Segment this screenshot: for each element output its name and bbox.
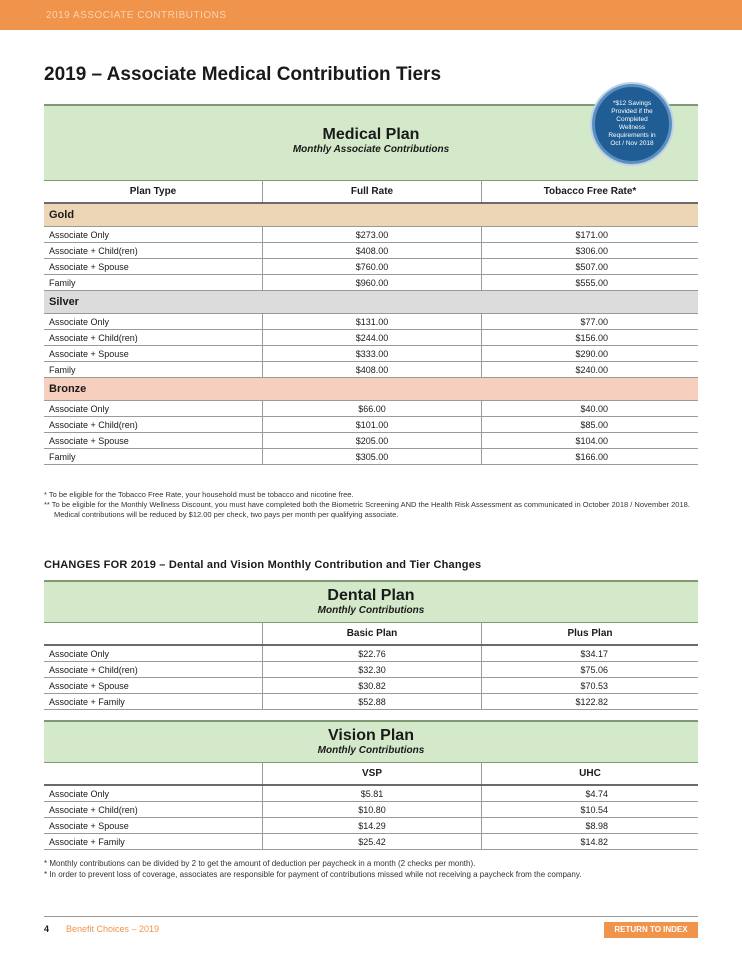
tobacco-free-rate: $77.00	[482, 314, 699, 330]
full-rate: $333.00	[263, 346, 482, 362]
table-row	[44, 346, 698, 362]
full-rate: $305.00	[263, 449, 482, 465]
col-basic-plan: Basic Plan	[263, 622, 482, 645]
plan-type: Associate Only	[44, 227, 263, 243]
footer-divider	[44, 916, 698, 917]
dental-header-row	[44, 622, 698, 645]
vision-table	[44, 762, 698, 850]
footnote: * In order to prevent loss of coverage, associates are responsible for payment of contributions missed while not receiving a paycheck from the company.	[44, 870, 582, 879]
full-rate: $131.00	[263, 314, 482, 330]
table-row	[44, 785, 698, 802]
plan-type: Associate + Child(ren)	[44, 417, 263, 433]
table-row	[44, 834, 698, 850]
plan-type: Associate + Spouse	[44, 433, 263, 449]
uhc-rate: $4.74	[482, 785, 699, 802]
wellness-savings-badge	[592, 84, 672, 164]
tobacco-free-rate: $306.00	[482, 243, 699, 259]
uhc-rate: $8.98	[482, 818, 699, 834]
medical-table	[44, 180, 698, 465]
table-row	[44, 330, 698, 346]
tier-name: Bronze	[44, 378, 698, 401]
full-rate: $244.00	[263, 330, 482, 346]
tobacco-free-rate: $104.00	[482, 433, 699, 449]
basic-rate: $32.30	[263, 662, 482, 678]
plan-type: Associate Only	[44, 785, 263, 802]
full-rate: $408.00	[263, 362, 482, 378]
medical-header-row	[44, 180, 698, 203]
top-bar	[0, 0, 742, 30]
table-row	[44, 401, 698, 417]
dental-plan-banner	[44, 580, 698, 623]
vision-header-row	[44, 762, 698, 785]
tobacco-free-rate: $240.00	[482, 362, 699, 378]
plan-type: Associate + Child(ren)	[44, 243, 263, 259]
full-rate: $273.00	[263, 227, 482, 243]
full-rate: $205.00	[263, 433, 482, 449]
page-number: 4	[44, 924, 50, 934]
col-tobacco-free-rate: Tobacco Free Rate*	[482, 180, 699, 203]
full-rate: $760.00	[263, 259, 482, 275]
table-row	[44, 275, 698, 291]
table-row	[44, 314, 698, 330]
uhc-rate: $10.54	[482, 802, 699, 818]
plan-type: Associate + Spouse	[44, 678, 263, 694]
plan-type: Family	[44, 362, 263, 378]
plus-rate: $34.17	[482, 645, 699, 662]
table-row	[44, 449, 698, 465]
tobacco-free-rate: $555.00	[482, 275, 699, 291]
page-title: 2019 – Associate Medical Contribution Tiers	[44, 64, 442, 85]
section-title: CHANGES FOR 2019 – Dental and Vision Monthly Contribution and Tier Changes	[44, 559, 482, 571]
tobacco-free-rate: $290.00	[482, 346, 699, 362]
plan-type: Associate + Family	[44, 834, 263, 850]
footnote: * Monthly contributions can be divided by 2 to get the amount of deduction per paycheck in a month (2 checks per month).	[44, 859, 476, 868]
table-row	[44, 818, 698, 834]
full-rate: $101.00	[263, 417, 482, 433]
tobacco-free-rate: $166.00	[482, 449, 699, 465]
table-row	[44, 433, 698, 449]
table-row	[44, 243, 698, 259]
vsp-rate: $5.81	[263, 785, 482, 802]
col-blank	[44, 622, 263, 645]
tier-row-gold	[44, 203, 698, 227]
col-uhc: UHC	[482, 762, 699, 785]
col-plan-type: Plan Type	[44, 180, 263, 203]
tobacco-free-rate: $171.00	[482, 227, 699, 243]
col-plus-plan: Plus Plan	[482, 622, 699, 645]
plan-type: Family	[44, 449, 263, 465]
table-row	[44, 417, 698, 433]
medical-plan-subheading: Monthly Associate Contributions	[292, 144, 450, 155]
medical-plan-heading: Medical Plan	[322, 126, 420, 143]
plus-rate: $70.53	[482, 678, 699, 694]
basic-rate: $22.76	[263, 645, 482, 662]
dental-plan-subheading: Monthly Contributions	[317, 605, 425, 616]
table-row	[44, 694, 698, 710]
tobacco-free-rate: $507.00	[482, 259, 699, 275]
plan-type: Associate Only	[44, 314, 263, 330]
vsp-rate: $10.80	[263, 802, 482, 818]
plan-type: Associate Only	[44, 401, 263, 417]
full-rate: $408.00	[263, 243, 482, 259]
plus-rate: $75.06	[482, 662, 699, 678]
col-full-rate: Full Rate	[263, 180, 482, 203]
full-rate: $960.00	[263, 275, 482, 291]
table-row	[44, 362, 698, 378]
footnote: ** To be eligible for the Monthly Wellness Discount, you must have completed both the Biometric Screening AND the Health Risk Assessment as communicated in October 2018 / November 2018. Medical contributions will be reduced by $12.00 per check, two pays per month per qualifying associate.	[44, 500, 690, 519]
dental-plan-heading: Dental Plan	[327, 587, 415, 604]
top-bar-label: 2019 ASSOCIATE CONTRIBUTIONS	[46, 10, 227, 21]
vision-footnotes	[44, 858, 694, 880]
tier-row-bronze	[44, 378, 698, 401]
tier-name: Gold	[44, 203, 698, 227]
tobacco-free-rate: $85.00	[482, 417, 699, 433]
plan-type: Associate + Child(ren)	[44, 662, 263, 678]
vision-plan-banner	[44, 720, 698, 763]
vision-plan-heading: Vision Plan	[328, 727, 414, 744]
medical-footnotes	[44, 490, 694, 520]
table-row	[44, 678, 698, 694]
table-row	[44, 227, 698, 243]
vsp-rate: $14.29	[263, 818, 482, 834]
vsp-rate: $25.42	[263, 834, 482, 850]
table-row	[44, 802, 698, 818]
plan-type: Associate + Spouse	[44, 818, 263, 834]
table-row	[44, 259, 698, 275]
plan-type: Associate + Child(ren)	[44, 802, 263, 818]
plan-type: Associate + Spouse	[44, 346, 263, 362]
plan-type: Associate + Family	[44, 694, 263, 710]
badge-text: *$12 Savings Provided if the Completed Wellness Requirements in Oct / Nov 2018	[608, 99, 656, 148]
plan-type: Family	[44, 275, 263, 291]
col-blank	[44, 762, 263, 785]
tobacco-free-rate: $156.00	[482, 330, 699, 346]
basic-rate: $52.88	[263, 694, 482, 710]
dental-table	[44, 622, 698, 710]
plan-type: Associate Only	[44, 645, 263, 662]
table-row	[44, 662, 698, 678]
table-row	[44, 645, 698, 662]
vision-plan-subheading: Monthly Contributions	[317, 745, 425, 756]
return-to-index-button[interactable]: RETURN TO INDEX	[604, 922, 698, 938]
plan-type: Associate + Child(ren)	[44, 330, 263, 346]
plan-type: Associate + Spouse	[44, 259, 263, 275]
tier-name: Silver	[44, 291, 698, 314]
tier-row-silver	[44, 291, 698, 314]
basic-rate: $30.82	[263, 678, 482, 694]
col-vsp: VSP	[263, 762, 482, 785]
full-rate: $66.00	[263, 401, 482, 417]
footer-text: Benefit Choices – 2019	[66, 924, 160, 934]
plus-rate: $122.82	[482, 694, 699, 710]
tobacco-free-rate: $40.00	[482, 401, 699, 417]
footnote: * To be eligible for the Tobacco Free Rate, your household must be tobacco and nicotine free.	[44, 490, 354, 499]
uhc-rate: $14.82	[482, 834, 699, 850]
